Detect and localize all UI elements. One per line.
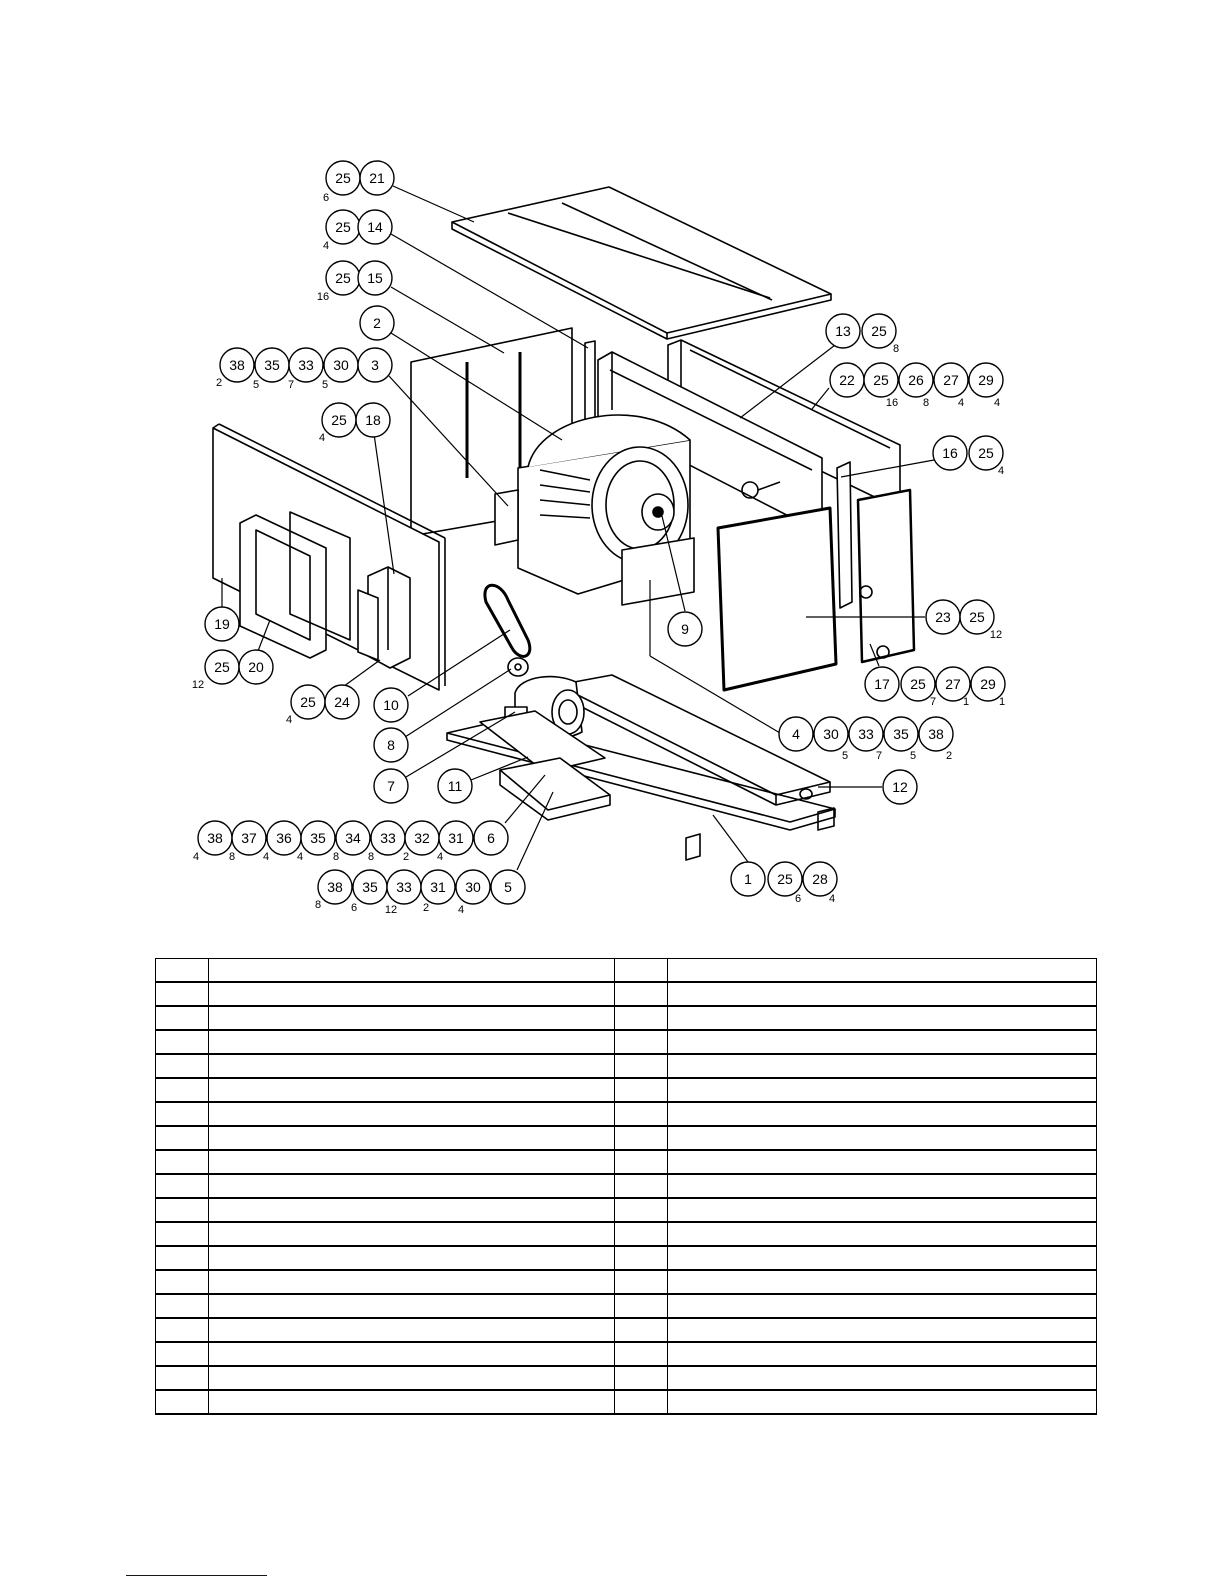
footer-link-underline[interactable] [126,1575,267,1576]
callout-group-g2 [360,306,394,340]
callout-number: 25 [777,871,793,887]
table-row [156,982,1097,1006]
callout-quantity: 12 [384,904,398,916]
callout-group-g6 [193,821,508,863]
callout-group-g7 [374,769,408,803]
callout-number: 34 [345,830,361,846]
table-row [156,1390,1097,1414]
callout-number: 38 [229,357,245,373]
callout-group-g4 [779,717,953,762]
callout-number: 9 [681,621,689,637]
callout-number: 4 [792,726,800,742]
description-cell [668,1102,1097,1126]
callout-quantity: 4 [828,893,836,905]
item-number-cell [156,1318,209,1342]
item-number-cell [615,1246,668,1270]
item-number-cell [615,982,668,1006]
callout-group-g17 [865,667,1005,708]
description-cell [668,1150,1097,1174]
table-row [156,1054,1097,1078]
callout-quantity: 2 [215,377,223,389]
description-cell [209,1174,615,1198]
callout-number: 32 [414,830,430,846]
description-cell [209,959,615,983]
item-number-cell [156,1270,209,1294]
motor-pulley [508,658,528,676]
callout-quantity: 5 [252,379,260,391]
description-cell [209,1030,615,1054]
callout-number: 8 [387,737,395,753]
item-number-cell [156,1294,209,1318]
callout-number: 20 [248,659,264,675]
coil-end-panel [858,490,914,662]
callout-number: 36 [276,830,292,846]
callout-quantity: 6 [794,893,802,905]
item-number-cell [156,1366,209,1390]
top-cover-panel [452,187,831,339]
callout-number: 33 [858,726,874,742]
table-row [156,1222,1097,1246]
callout-number: 28 [812,871,828,887]
callout-quantity: 16 [885,397,899,409]
callout-number: 25 [331,412,347,428]
table-row [156,1366,1097,1390]
item-number-cell [615,1270,668,1294]
callout-group-g24 [286,685,359,726]
callout-number: 35 [310,830,326,846]
callout-quantity: 2 [402,851,410,863]
callout-number: 21 [369,170,385,186]
callout-quantity: 4 [436,851,444,863]
table-row [156,1174,1097,1198]
item-number-cell [615,1006,668,1030]
callout-number: 19 [214,616,230,632]
table-row [156,1246,1097,1270]
item-number-cell [615,1222,668,1246]
filter-rack [837,462,852,608]
callout-number: 25 [873,372,889,388]
callout-number: 25 [871,323,887,339]
description-cell [209,1126,615,1150]
item-number-cell [156,1150,209,1174]
description-cell [209,1006,615,1030]
item-number-cell [615,1366,668,1390]
callout-number: 31 [430,879,446,895]
item-number-cell [615,1198,668,1222]
callout-quantity: 8 [892,343,900,355]
callout-quantity: 8 [228,851,236,863]
motor-base [480,711,610,820]
table-row [156,1150,1097,1174]
callout-quantity: 12 [191,679,205,691]
callout-number: 33 [396,879,412,895]
item-number-cell [615,1030,668,1054]
description-cell [209,1270,615,1294]
callout-number: 35 [264,357,280,373]
description-cell [209,1198,615,1222]
item-number-cell [156,1102,209,1126]
description-cell [209,1222,615,1246]
parts-list-body [156,959,1097,1415]
callout-number: 3 [371,357,379,373]
callout-number: 35 [893,726,909,742]
callout-number: 1 [744,871,752,887]
item-number-cell [156,1030,209,1054]
item-number-cell [156,1246,209,1270]
item-number-cell [156,959,209,983]
table-row [156,1078,1097,1102]
callout-quantity: 4 [262,851,270,863]
item-number-cell [156,1174,209,1198]
callout-group-g8 [374,728,408,762]
item-number-cell [615,1174,668,1198]
description-cell [668,1366,1097,1390]
callout-quantity: 8 [314,899,322,911]
callout-quantity: 16 [316,291,330,303]
callout-quantity: 6 [322,192,330,204]
item-number-cell [615,1102,668,1126]
item-number-cell [156,982,209,1006]
description-cell [668,1294,1097,1318]
callout-number: 24 [334,694,350,710]
table-row [156,1198,1097,1222]
callout-number: 29 [980,676,996,692]
item-number-cell [615,1342,668,1366]
item-number-cell [156,1222,209,1246]
callout-quantity: 7 [929,696,937,708]
callout-number: 27 [943,372,959,388]
callout-number: 38 [327,879,343,895]
callout-number: 35 [362,879,378,895]
description-cell [668,1126,1097,1150]
description-cell [209,1102,615,1126]
callout-quantity: 4 [192,851,200,863]
callout-number: 25 [335,170,351,186]
description-cell [668,1342,1097,1366]
callout-quantity: 8 [367,851,375,863]
item-number-cell [615,1150,668,1174]
callout-number: 6 [487,830,495,846]
table-row [156,1006,1097,1030]
callout-number: 27 [945,676,961,692]
callout-quantity: 7 [875,750,883,762]
callout-number: 14 [367,219,383,235]
callout-number: 17 [874,676,890,692]
callout-number: 10 [383,697,399,713]
callout-number: 25 [214,659,230,675]
description-cell [668,1246,1097,1270]
description-cell [209,1366,615,1390]
description-cell [668,1198,1097,1222]
item-number-cell [156,1390,209,1414]
description-cell [209,1342,615,1366]
callout-group-g18 [319,403,390,444]
callout-quantity: 8 [922,397,930,409]
description-cell [209,1294,615,1318]
callout-quantity: 4 [957,397,965,409]
callout-number: 11 [447,778,463,794]
table-row [156,1102,1097,1126]
callout-number: 13 [835,323,851,339]
table-row [156,1294,1097,1318]
callout-quantity: 4 [285,714,293,726]
description-cell [668,1006,1097,1030]
callout-group-g21 [323,161,394,204]
description-cell [209,1150,615,1174]
description-cell [209,1390,615,1414]
description-cell [209,1318,615,1342]
description-cell [209,1246,615,1270]
callout-group-g12 [883,770,917,804]
callout-group-g9 [668,612,702,646]
description-cell [668,982,1097,1006]
item-number-cell [156,1198,209,1222]
callout-number: 29 [978,372,994,388]
callout-group-g14 [323,210,392,252]
callout-number: 31 [448,830,464,846]
callout-quantity: 12 [989,629,1003,641]
blower-bracket [495,490,518,545]
item-number-cell [156,1078,209,1102]
callout-number: 30 [333,357,349,373]
callout-group-g19 [205,607,239,641]
description-cell [668,1054,1097,1078]
description-cell [668,1174,1097,1198]
description-cell [668,1270,1097,1294]
callout-quantity: 2 [422,902,430,914]
table-row [156,1030,1097,1054]
callout-number: 23 [935,609,951,625]
callout-number: 26 [908,372,924,388]
callout-quantity: 4 [318,432,326,444]
callout-number: 25 [335,219,351,235]
callout-number: 22 [839,372,855,388]
callout-quantity: 1 [962,696,970,708]
callout-quantity: 5 [321,379,329,391]
description-cell [668,1222,1097,1246]
callout-number: 2 [373,315,381,331]
callout-number: 38 [207,830,223,846]
item-number-cell [156,1342,209,1366]
callout-quantity: 2 [945,750,953,762]
callout-group-g3 [216,348,392,391]
description-cell [668,1318,1097,1342]
callout-number: 25 [969,609,985,625]
description-cell [668,1030,1097,1054]
callout-number: 25 [910,676,926,692]
description-cell [668,1390,1097,1414]
callout-group-g10 [374,688,408,722]
callout-number: 33 [380,830,396,846]
callout-number: 25 [978,445,994,461]
item-number-cell [156,1126,209,1150]
item-number-cell [615,1054,668,1078]
callout-number: 33 [298,357,314,373]
callout-number: 25 [300,694,316,710]
callout-group-g22 [830,363,1003,409]
description-cell [209,982,615,1006]
callout-group-g5 [315,870,525,916]
callout-quantity: 4 [322,240,330,252]
callout-quantity: 8 [332,851,340,863]
item-number-cell [615,1078,668,1102]
description-cell [209,1078,615,1102]
description-cell [668,959,1097,983]
table-row [156,1126,1097,1150]
callout-number: 30 [823,726,839,742]
callout-number: 38 [928,726,944,742]
table-row [156,1270,1097,1294]
item-number-cell [615,1318,668,1342]
access-panel [718,508,836,690]
item-number-cell [156,1006,209,1030]
callout-quantity: 4 [457,904,465,916]
callout-group-g23 [926,600,1002,641]
parts-list-table [155,958,1097,1415]
callout-group-g20 [192,650,273,691]
table-row [156,959,1097,983]
item-number-cell [615,1126,668,1150]
item-number-cell [615,959,668,983]
description-cell [209,1054,615,1078]
callout-group-g15 [317,261,392,303]
callout-number: 12 [892,779,908,795]
table-row [156,1342,1097,1366]
callout-quantity: 5 [909,750,917,762]
callout-group-g16 [933,436,1004,477]
motor-plate [622,538,694,605]
callout-quantity: 4 [296,851,304,863]
callout-number: 7 [387,778,395,794]
callout-number: 30 [465,879,481,895]
callout-number: 18 [365,412,381,428]
callout-group-g13 [826,314,899,355]
table-row [156,1318,1097,1342]
item-number-cell [615,1390,668,1414]
description-cell [668,1078,1097,1102]
callout-quantity: 1 [998,696,1006,708]
callout-number: 25 [335,270,351,286]
item-number-cell [615,1294,668,1318]
callout-number: 15 [367,270,383,286]
callout-group-g1 [731,862,837,905]
belt [485,585,530,656]
callout-number: 37 [241,830,257,846]
callout-number: 16 [942,445,958,461]
item-number-cell [156,1054,209,1078]
callout-number: 5 [504,879,512,895]
callout-quantity: 6 [350,902,358,914]
callout-quantity: 7 [287,379,295,391]
callout-quantity: 4 [993,397,1001,409]
callout-quantity: 5 [841,750,849,762]
callout-group-g11 [438,769,472,803]
callout-quantity: 4 [997,465,1005,477]
